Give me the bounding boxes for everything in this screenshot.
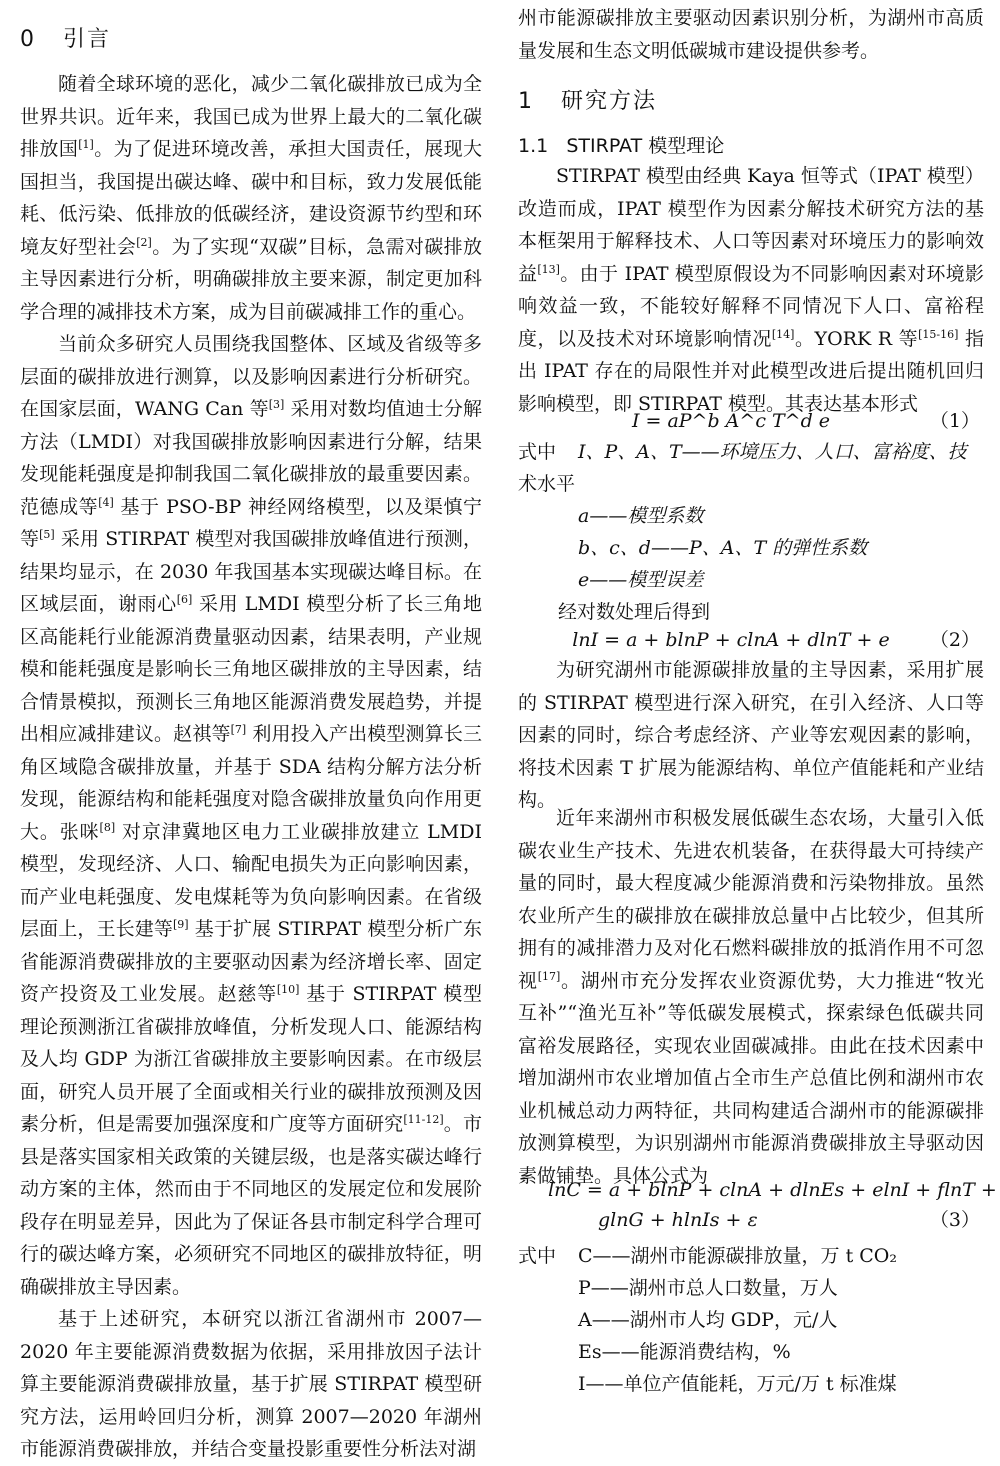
equation-1-variables: [518, 436, 984, 628]
section-1-1-title: STIRPAT 模型理论: [566, 135, 725, 157]
intro-paragraph-2: 当前众多研究人员围绕我国整体、区域及省级等多层面的碳排放进行测算，以及影响因素进行分析研究。在国家层面，WANG Can 等[3] 采用对数均值迪士分解方法（LMDI）对我国碳排放影响因素进行分解，结果发现能耗强度是抑制我国二氧化碳排放的最重要因素。范德成等[4] 基于 PSO-BP 神经网络模型，以及渠慎宁等[5] 采用 STIRPAT 模型对我国碳排放峰值进行预测，结果均显示，在 2030 年我国基本实现碳达峰目标。在区域层面，谢雨心[6] 采用 LMDI 模型分析了长三角地区高能耗行业能源消费量驱动因素，结果表明，产业规模和能耗强度是影响长三角地区碳排放的主导因素，结合情景模拟，预测长三角地区能源消费发展趋势，并提出相应减排建议。赵祺等[7] 利用投入产出模型测算长三角区域隐含碳排放量，并基于 SDA 结构分解方法分析发现，能源结构和能耗强度对隐含碳排放量负向作用更大。张咪[8] 对京津冀地区电力工业碳排放建立 LMDI 模型，发现经济、人口、输配电损失为正向影响因素，而产业电耗强度、发电煤耗等为负向影响因素。在省级层面上，王长建等[9] 基于扩展 STIRPAT 模型分析广东省能源消费碳排放的主要驱动因素为经济增长率、固定资产投资及工业发展。赵慈等[10] 基于 STIRPAT 模型理论预测浙江省碳排放峰值，分析发现人口、能源结构及人均 GDP 为浙江省碳排放主要影响因素。在市级层面，研究人员开展了全面或相关行业的碳排放预测及因素分析，但是需要加强深度和广度等方面研究[11-12]。市县是落实国家相关政策的关键层级，也是落实碳达峰行动方案的主体，然而由于不同地区的发展定位和发展阶段存在明显差异，因此为了保证各县市制定科学合理可行的碳达峰方案，必须研究不同地区的碳排放特征，明确碳排放主导因素。: [20, 333, 482, 1298]
equation-2-number: （2）: [929, 629, 980, 651]
section-1-1-heading: [518, 130, 984, 162]
variable-def: I——单位产值能耗，万元/万 t 标准煤: [578, 1373, 897, 1395]
where-label: 式中: [518, 441, 557, 463]
section-0-number: 0: [20, 27, 36, 52]
citation: [15-16]: [918, 327, 959, 341]
variable-def: C——湖州市能源碳排放量，万 t CO₂: [578, 1245, 897, 1267]
variable-def: b、c、d——P、A、T 的弹性系数: [578, 537, 868, 559]
citation: [9]: [172, 918, 189, 931]
where-label: 式中: [518, 1245, 557, 1267]
equation-3-expression-2: glnG + hlnIs + ε: [598, 1209, 758, 1231]
variable-def: e——模型误差: [578, 569, 704, 591]
agriculture-paragraph: 近年来湖州市积极发展低碳生态农场，大量引入低碳农业生产技术、先进农机装备，在获得最大可持续产量的同时，最大程度减少能源消费和污染物排放。虽然农业所产生的碳排放在碳排放总量中占比较少，但其所拥有的减排潜力及对化石燃料碳排放的抵消作用不可忽视[17]。湖州市充分发挥农业资源优势，大力推进“牧光互补”“渔光互补”等低碳发展模式，探索绿色低碳共同富裕发展路径，实现农业固碳减排。由此在技术因素中增加湖州市农业增加值占全市生产总值比例和湖州市农业机械总动力两特征，共同构建适合湖州市的能源碳排放测算模型，为识别湖州市能源消费碳排放主导驱动因素做铺垫。具体公式为: [518, 807, 984, 1187]
equation-1-number: （1）: [929, 410, 980, 432]
section-0-heading: [20, 24, 482, 56]
equation-1: [518, 405, 984, 437]
equation-2-expression: lnI = a + blnP + clnA + dlnT + e: [572, 629, 890, 651]
citation: [10]: [276, 983, 300, 996]
citation: [8]: [99, 820, 116, 834]
intro-paragraph-1: 随着全球环境的恶化，减少二氧化碳排放已成为全世界共识。近年来，我国已成为世界上最大的二氧化碳排放国[1]。为了促进环境改善，承担大国责任，展现大国担当，我国提出碳达峰、碳中和目标，致力发展低能耗、低污染、低排放的低碳经济，建设资源节约型和环境友好型社会[2]。为了实现“双碳”目标，急需对碳排放主导因素进行分析，明确碳排放主要来源，制定更加科学合理的减排技术方案，成为目前碳减排工作的重心。: [20, 73, 482, 323]
citation: [5]: [39, 528, 55, 541]
intro-paragraph-3-continued: 州市能源碳排放主要驱动因素识别分析，为湖州市高质量发展和生态文明低碳城市建设提供参考。: [518, 7, 984, 62]
variable-def: a——模型系数: [578, 505, 704, 527]
citation: [11-12]: [403, 1113, 444, 1126]
section-1-1-number: 1.1: [518, 135, 549, 157]
equation-3-expression-1: lnC = a + blnP + clnA + dlnEs + elnI + flnT +: [548, 1179, 997, 1201]
citation: [6]: [176, 593, 193, 606]
equation-3-variables: [518, 1240, 984, 1400]
citation: [17]: [537, 969, 561, 983]
citation: [2]: [136, 235, 152, 249]
equation-3-number: （3）: [929, 1209, 980, 1231]
intro-paragraph-3: 基于上述研究，本研究以浙江省湖州市 2007—2020 年主要能源消费数据为依据，采用排放因子法计算主要能源消费碳排放量，基于扩展 STIRPAT 模型研究方法，运用岭回归分析，测算 2007—2020 年湖州市能源消费碳排放，并结合变量投影重要性分析法对湖: [20, 1308, 482, 1460]
equation-1-expression: I = aP^b A^c T^d e: [631, 410, 831, 432]
equation-2: [518, 624, 984, 656]
citation: [7]: [230, 723, 247, 736]
variable-def: Es——能源消费结构，%: [578, 1341, 791, 1363]
citation: [3]: [268, 398, 285, 411]
citation: [13]: [537, 262, 560, 276]
equation-3-line-2: [518, 1204, 984, 1236]
section-0-title: 引言: [62, 27, 111, 52]
section-1-number: 1: [518, 89, 534, 114]
section-1-heading: [518, 86, 984, 118]
variable-def: P——湖州市总人口数量，万人: [578, 1277, 838, 1299]
log-transform-text: 经对数处理后得到: [558, 601, 711, 623]
variable-def: I、P、A、T——环境压力、人口、富裕度、技: [578, 441, 967, 463]
citation: [1]: [78, 138, 94, 151]
section-1-title: 研究方法: [560, 89, 657, 114]
stirpat-paragraph: STIRPAT 模型由经典 Kaya 恒等式（IPAT 模型）改造而成，IPAT 模型作为因素分解技术研究方法的基本框架用于解释技术、人口等因素对环境压力的影响效益[13]。由于 IPAT 模型原假设为不同影响因素对环境影响效益一致，不能较好解释不同情况下人口、富裕程度，以及技术对环境影响情况[14]。YORK R 等[15-16] 指出 IPAT 存在的局限性并对此模型改进后提出随机回归影响模型，即 STIRPAT 模型。其表达基本形式: [518, 165, 984, 415]
variable-def: A——湖州市人均 GDP，元/人: [578, 1309, 838, 1331]
equation-3-line-1: [518, 1174, 997, 1206]
citation: [4]: [98, 495, 114, 509]
variable-def-cont: 术水平: [518, 473, 576, 495]
citation: [14]: [771, 327, 795, 341]
extended-model-paragraph: 为研究湖州市能源碳排放量的主导因素，采用扩展的 STIRPAT 模型进行深入研究，在引入经济、人口等因素的同时，综合考虑经济、产业等宏观因素的影响，将技术因素 T 扩展为能源结构、单位产值能耗和产业结构。: [518, 659, 984, 811]
